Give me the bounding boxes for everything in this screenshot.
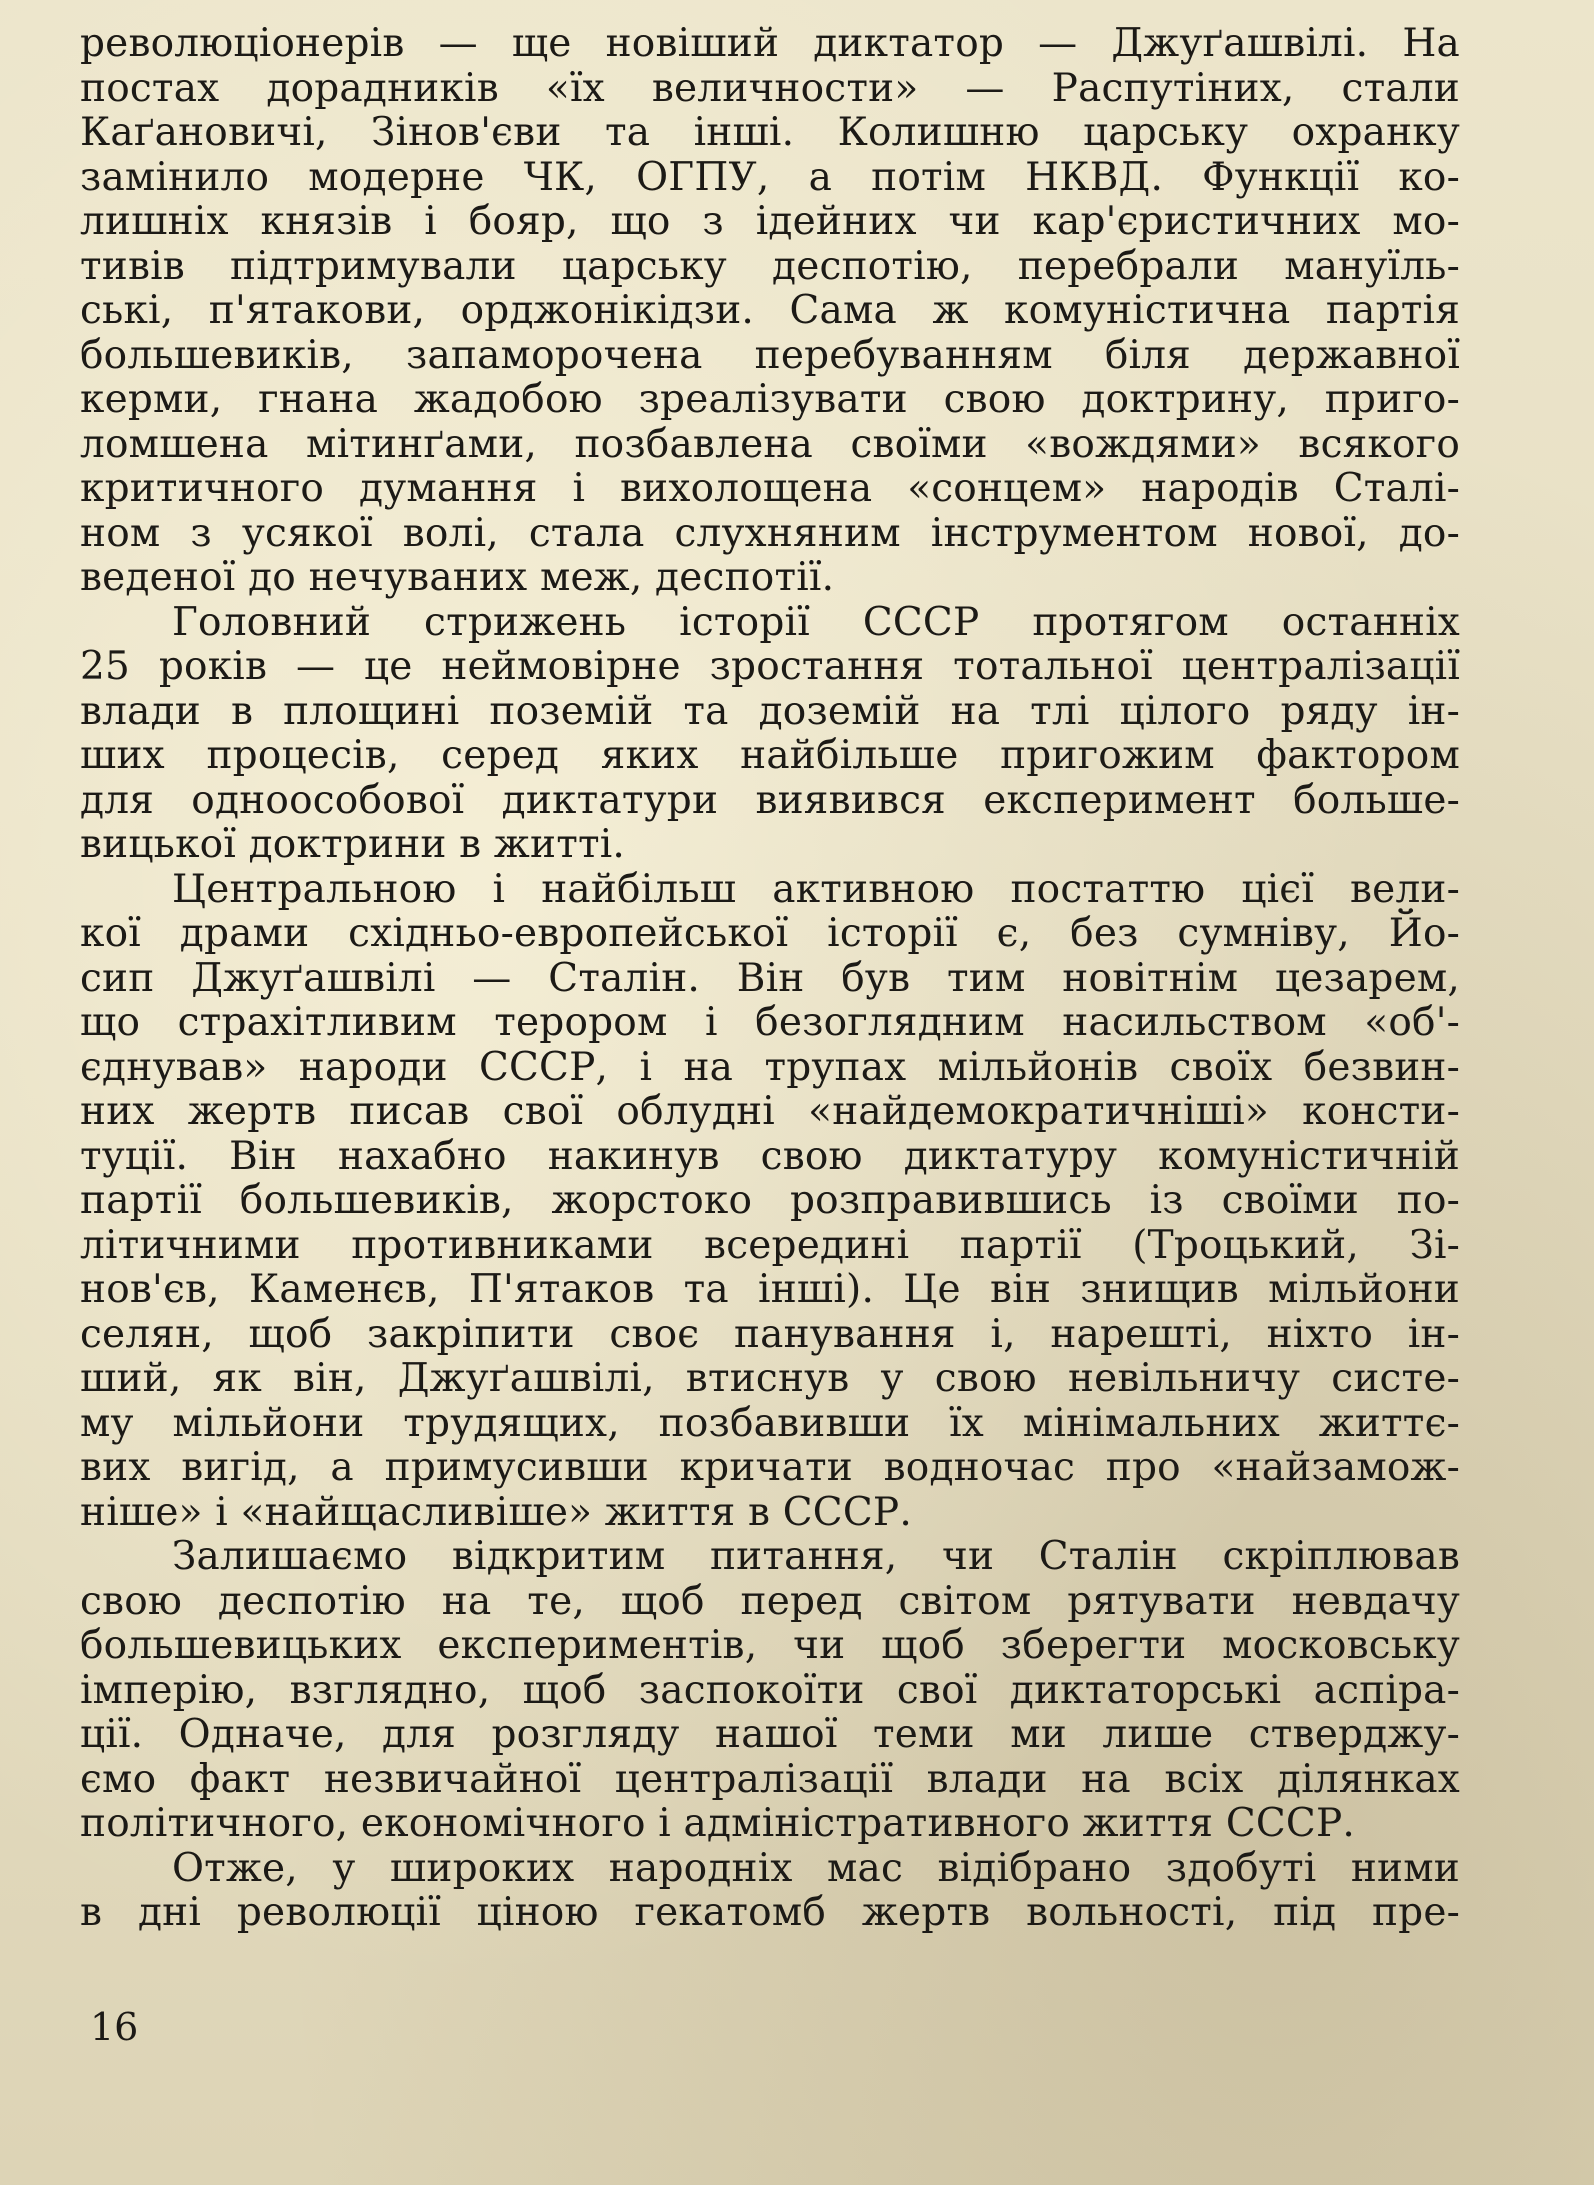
text-line: селян, щоб закріпити своє панування і, нарешті, ніхто ін-	[80, 1311, 1460, 1357]
text-line: революціонерів — ще новіший диктатор — Джуґашвілі. На	[80, 21, 1460, 66]
text-line: ніше» і «найщасливіше» життя в СССР.	[80, 1489, 912, 1535]
text-line: літичними противниками всередині партії (Троцький, Зі-	[80, 1222, 1460, 1268]
text-line: большевицьких експериментів, чи щоб зберегти московську	[80, 1623, 1460, 1668]
text-line: му мільйони трудящих, позбавивши їх мінімальних життє-	[80, 1400, 1460, 1446]
text-line: Каґановичі, Зінов'єви та інші. Колишню царську охранку	[80, 110, 1460, 155]
page-number: 16	[90, 2005, 139, 2049]
text-line: ший, як він, Джуґашвілі, втиснув у свою невільничу систе-	[80, 1356, 1460, 1401]
text-line: них жертв писав свої облудні «найдемократичніші» консти-	[80, 1089, 1460, 1134]
text-line: ції. Одначе, для розгляду нашої теми ми лише стверджу-	[80, 1712, 1460, 1757]
text-line: вицької доктрини в житті.	[80, 822, 626, 867]
text-line: що страхітливим терором і безоглядним насильством «об'-	[80, 1000, 1460, 1045]
text-line: ном з усякої волі, стала слухняним інструментом нової, до-	[80, 510, 1460, 556]
text-line: критичного думання і вихолощена «сонцем» народів Сталі-	[80, 466, 1460, 511]
text-line: ломшена мітинґами, позбавлена своїми «вождями» всякого	[80, 421, 1460, 467]
text-line: влади в площині поземій та доземій на тлі цілого ряду ін-	[80, 688, 1460, 734]
text-line: ємо факт незвичайної централізації влади на всіх ділянках	[80, 1756, 1460, 1802]
text-line: тивів підтримували царську деспотію, перебрали мануїль-	[80, 243, 1460, 289]
paragraph-start-line: Центральною і найбільш активною постаттю цієї вели-	[172, 866, 1460, 912]
text-line: веденої до нечуваних меж, деспотії.	[80, 555, 835, 600]
text-line: в дні революції ціною гекатомб жертв вольності, під пре-	[80, 1890, 1460, 1935]
text-line: ших процесів, серед яких найбільше пригожим фактором	[80, 733, 1460, 778]
body-text	[80, 22, 1460, 1936]
text-line: кої драми східньо-европейської історії є, без сумніву, Йо-	[80, 911, 1460, 956]
text-line: імперію, взглядно, щоб заспокоїти свої диктаторські аспіра-	[80, 1667, 1460, 1713]
text-line: вих вигід, а примусивши кричати водночас про «найзамож-	[80, 1445, 1460, 1490]
paragraph-start-line: Отже, у широких народніх мас відібрано здобуті ними	[172, 1845, 1460, 1891]
text-line: сип Джуґашвілі — Сталін. Він був тим новітнім цезарем,	[80, 955, 1460, 1001]
text-line: партії большевиків, жорстоко розправившись із своїми по-	[80, 1178, 1460, 1223]
paragraph-start-line: Головний стрижень історії СССР протягом останніх	[172, 599, 1460, 645]
text-line: замінило модерне ЧК, ОГПУ, а потім НКВД. Функції ко-	[80, 154, 1460, 200]
text-line: для одноособової диктатури виявився експеримент больше-	[80, 777, 1460, 823]
text-line: 25 років — це неймовірне зростання тотальної централізації	[80, 644, 1460, 689]
text-line: єднував» народи СССР, і на трупах мільйонів своїх безвин-	[80, 1044, 1460, 1090]
text-line: большевиків, запаморочена перебуванням біля державної	[80, 332, 1460, 378]
text-line: туції. Він нахабно накинув свою диктатуру комуністичній	[80, 1133, 1460, 1179]
text-line: лишніх князів і бояр, що з ідейних чи кар'єристичних мо-	[80, 199, 1460, 244]
text-line: керми, гнана жадобою зреалізувати свою доктрину, приго-	[80, 377, 1460, 422]
text-line: нов'єв, Каменєв, П'ятаков та інші). Це він знищив мільйони	[80, 1267, 1460, 1312]
text-line: постах дорадників «їх величности» — Распутіних, стали	[80, 65, 1460, 111]
text-line: політичного, економічного і адміністративного життя СССР.	[80, 1801, 1355, 1846]
text-line: свою деспотію на те, щоб перед світом рятувати невдачу	[80, 1578, 1460, 1624]
text-line: ські, п'ятакови, орджонікідзи. Сама ж комуністична партія	[80, 288, 1460, 333]
paragraph-start-line: Залишаємо відкритим питання, чи Сталін скріплював	[172, 1534, 1460, 1579]
